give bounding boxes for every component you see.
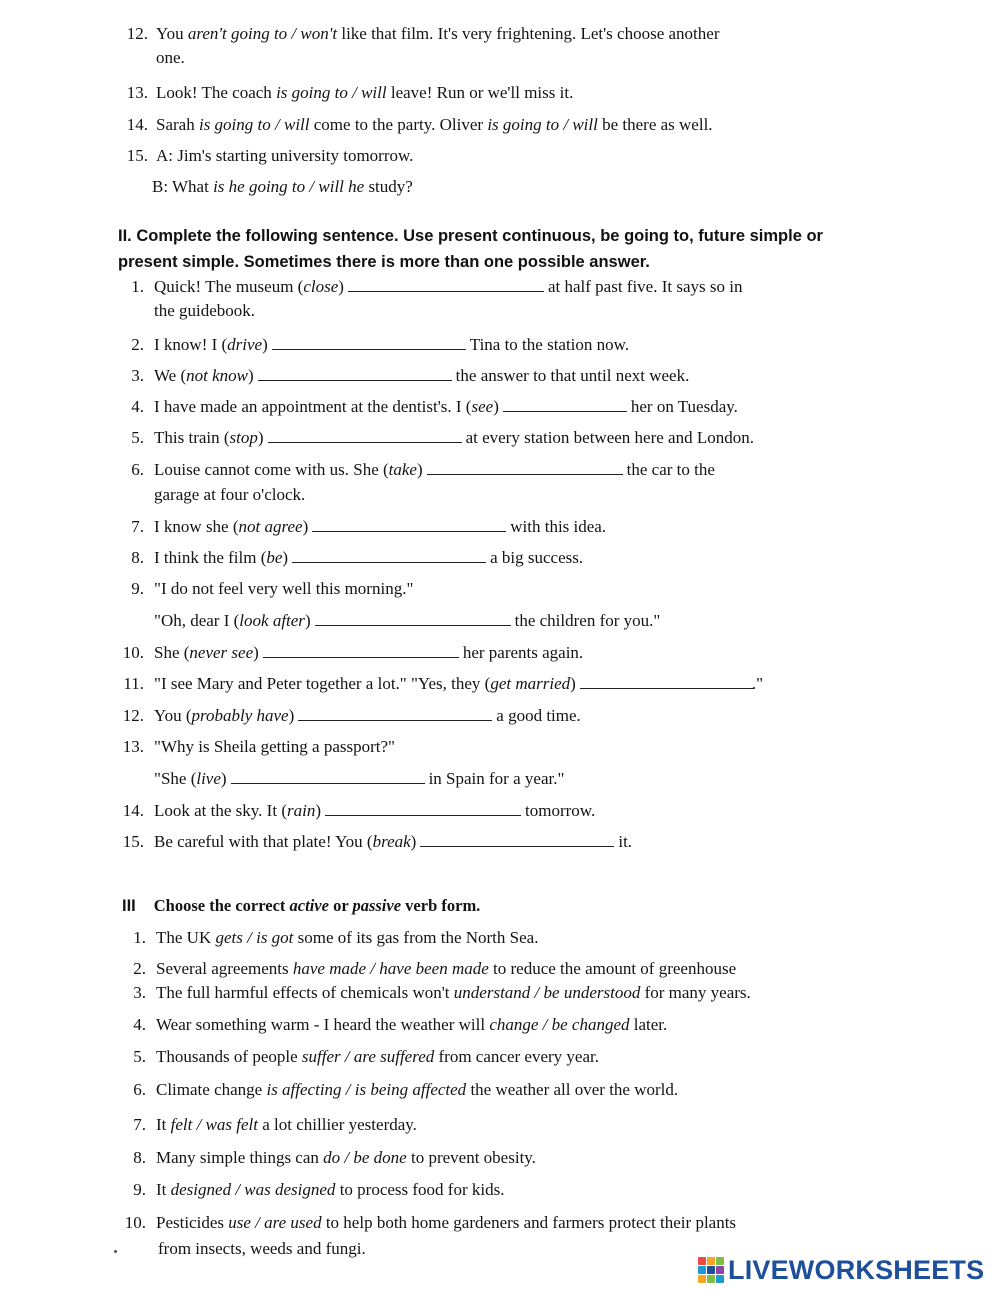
answer-blank[interactable] [258,366,452,381]
s1-item-14: 14. Sarah is going to / will come to the party. Oliver is going to / will be there as well. [126,115,713,134]
scan-mark [114,1250,117,1253]
s2-item-1: 1. Quick! The museum (close) at half past five. It says so in [131,277,743,296]
s2-item-4: 4. I have made an appointment at the dentist's. I (see) her on Tuesday. [131,397,738,416]
s2-item-7: 7. I know she (not agree) with this idea. [131,517,607,536]
answer-blank[interactable] [268,428,462,443]
s2-item-8: 8. I think the film (be) a big success. [131,548,584,567]
answer-blank[interactable] [312,517,506,532]
s2-item-5: 5. This train (stop) at every station between here and London. [131,428,754,447]
s2-item-15: 15. Be careful with that plate! You (break) it. [122,832,633,851]
answer-blank[interactable] [263,643,459,658]
s3-item-3: 3. The full harmful effects of chemicals won't understand / be understood for many years. [133,983,751,1002]
answer-blank[interactable] [427,460,623,475]
answer-blank[interactable] [292,548,486,563]
s3-item-4: 4. Wear something warm - I heard the weather will change / be changed later. [133,1015,668,1034]
s3-item-2: 2. Several agreements have made / have been made to reduce the amount of greenhouse [133,959,737,978]
s3-item-10: 10. Pesticides use / are used to help both home gardeners and farmers protect their plants [124,1213,737,1232]
section-2-heading: II. Complete the following sentence. Use present continuous, be going to, future simple or present simple. Sometimes there is more than one possible answer. [118,227,823,271]
logo-square [716,1275,724,1283]
logo-square [716,1257,724,1265]
liveworksheets-logo[interactable]: LIVEWORKSHEETS [698,1254,984,1286]
answer-blank[interactable] [348,277,544,292]
s2-item-9-cont: "Oh, dear I (look after) the children for you." [154,611,661,630]
s3-item-6: 6. Climate change is affecting / is being affected the weather all over the world. [133,1080,679,1099]
s2-item-2: 2. I know! I (drive) Tina to the station now. [131,335,630,354]
logo-grid-icon [698,1257,724,1283]
s2-item-12: 12. You (probably have) a good time. [122,706,581,725]
logo-square [707,1275,715,1283]
s2-item-3: 3. We (not know) the answer to that until next week. [131,366,690,385]
s3-item-8: 8. Many simple things can do / be done to prevent obesity. [133,1148,536,1167]
s3-item-1: 1. The UK gets / is got some of its gas from the North Sea. [133,928,539,947]
answer-blank[interactable] [420,832,614,847]
s2-item-9: 9. "I do not feel very well this morning." [131,579,414,598]
answer-blank[interactable] [298,706,492,721]
s3-item-10-cont: from insects, weeds and fungi. [158,1239,366,1258]
s1-item-13: 13. Look! The coach is going to / will leave! Run or we'll miss it. [126,83,574,102]
s3-item-7: 7. It felt / was felt a lot chillier yesterday. [133,1115,417,1134]
s2-item-6: 6. Louise cannot come with us. She (take) the car to the [131,460,715,479]
answer-blank[interactable] [503,397,627,412]
answer-blank[interactable] [580,674,754,689]
s1-item-15-cont: B: What is he going to / will he study? [152,177,413,196]
s1-item-15: 15. A: Jim's starting university tomorrow. [126,146,414,165]
s2-item-14: 14. Look at the sky. It (rain) tomorrow. [122,801,596,820]
s3-item-5: 5. Thousands of people suffer / are suffered from cancer every year. [133,1047,599,1066]
logo-square [707,1266,715,1274]
s1-item-12: 12. You aren't going to / won't like that film. It's very frightening. Let's choose another [126,24,720,43]
logo-square [698,1275,706,1283]
section-3-heading: III Choose the correct active or passive verb form. [122,896,481,915]
s2-item-13: 13. "Why is Sheila getting a passport?" [122,737,395,756]
answer-blank[interactable] [272,335,466,350]
s2-item-11: 11. "I see Mary and Peter together a lot." "Yes, they (get married) ." [123,674,764,693]
s3-item-9: 9. It designed / was designed to process food for kids. [133,1180,505,1199]
s2-item-10: 10. She (never see) her parents again. [122,643,584,662]
s2-item-1-cont: the guidebook. [154,301,256,320]
s2-item-6-cont: garage at four o'clock. [154,485,306,504]
s2-item-13-cont: "She (live) in Spain for a year." [154,769,565,788]
answer-blank[interactable] [325,801,521,816]
logo-square [698,1266,706,1274]
s1-item-12-cont: one. [156,48,185,67]
logo-square [707,1257,715,1265]
answer-blank[interactable] [315,611,511,626]
logo-square [716,1266,724,1274]
logo-square [698,1257,706,1265]
answer-blank[interactable] [231,769,425,784]
